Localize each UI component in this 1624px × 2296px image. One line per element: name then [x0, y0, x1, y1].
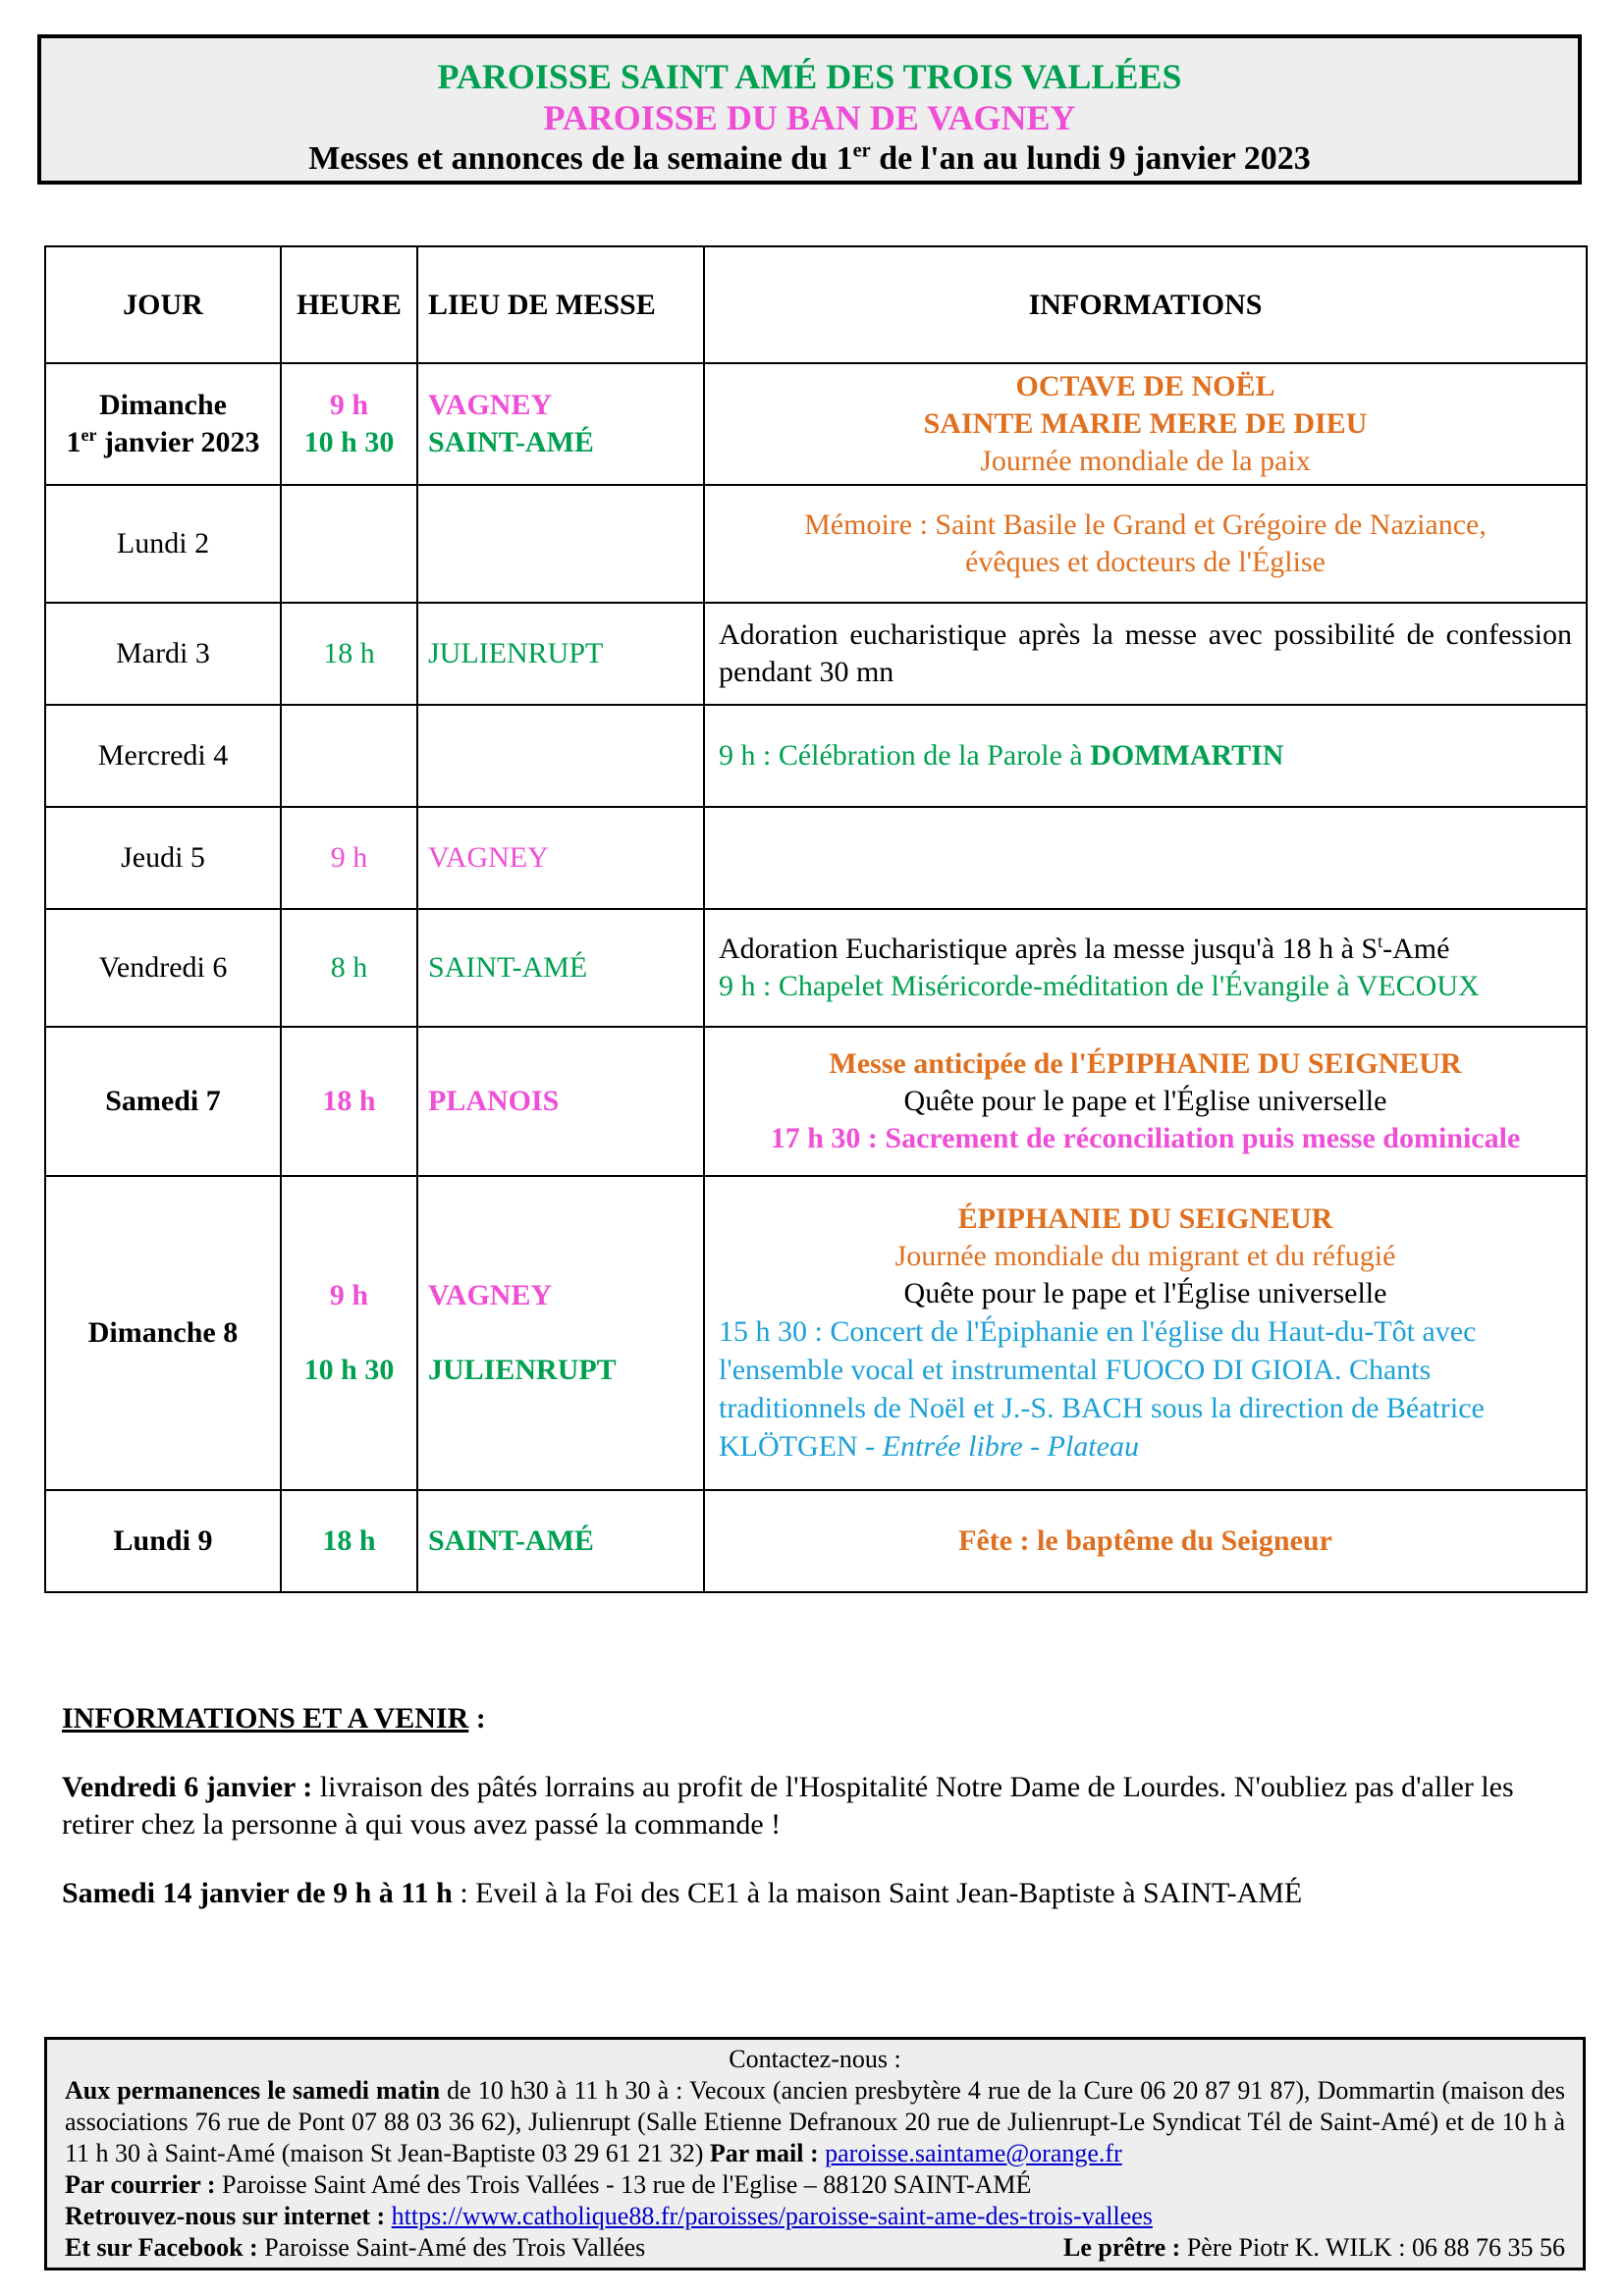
parish-subtitle: PAROISSE DU BAN DE VAGNEY: [543, 98, 1076, 137]
row-place: VAGNEY JULIENRUPT: [417, 1176, 704, 1490]
table-row: [45, 603, 1587, 705]
row-hour: 18 h: [281, 1490, 417, 1592]
row-place: [417, 485, 704, 603]
row-hour: 9 h: [281, 807, 417, 909]
row-place: [417, 705, 704, 807]
col-header-hour: HEURE: [281, 246, 417, 363]
row-day: Mercredi 4: [45, 705, 281, 807]
row-info: OCTAVE DE NOËL SAINTE MARIE MERE DE DIEU Journée mondiale de la paix: [704, 363, 1587, 485]
table-row: [45, 1490, 1587, 1592]
facebook-text: Et sur Facebook : Paroisse Saint-Amé des Trois Vallées: [65, 2233, 646, 2262]
week-title: Messes et annonces de la semaine du 1er de l'an au lundi 9 janvier 2023: [308, 139, 1311, 177]
permanences-text: Aux permanences le samedi matin de 10 h30 à 11 h 30 à : Vecoux (ancien presbytère 4 rue de la Cure 06 20 87 91 87), Dommartin (maison des associations 76 rue de Pont 07 88 03 36 62), Julienrupt (Salle Etienne Defranoux 20 rue de Julienrupt-Le Syndicat Tél de Saint-Amé) et de 10 h à 11 h 30 à Saint-Amé (maison St Jean-Baptiste 03 29 61 21 32) Par mail : paroisse.saintame@orange.fr: [65, 2076, 1565, 2167]
table-row: [45, 705, 1587, 807]
row-info: Mémoire : Saint Basile le Grand et Grégoire de Naziance, évêques et docteurs de l'Église: [704, 485, 1587, 603]
announcements-section: [62, 1700, 1574, 1912]
postal-text: Par courrier : Paroisse Saint Amé des Trois Vallées - 13 rue de l'Eglise – 88120 SAINT-AMÉ: [65, 2170, 1032, 2199]
table-row: [45, 485, 1587, 603]
row-info: Messe anticipée de l'ÉPIPHANIE DU SEIGNEUR Quête pour le pape et l'Église universelle 17 h 30 : Sacrement de réconciliation puis messe dominicale: [704, 1027, 1587, 1176]
row-day: Jeudi 5: [45, 807, 281, 909]
row-place: SAINT-AMÉ: [417, 1490, 704, 1592]
row-hour: 18 h: [281, 603, 417, 705]
mass-schedule-table: [44, 245, 1588, 1593]
table-row: [45, 1027, 1587, 1176]
website-text: Retrouvez-nous sur internet : https://www.catholique88.fr/paroisses/paroisse-saint-ame-des-trois-vallees: [65, 2202, 1153, 2230]
page-header: [37, 34, 1582, 185]
row-hour: 8 h: [281, 909, 417, 1027]
announcement-item: Samedi 14 janvier de 9 h à 11 h : Eveil à la Foi des CE1 à la maison Saint Jean-Baptiste à SAINT-AMÉ: [62, 1877, 1303, 1909]
table-row: [45, 363, 1587, 485]
row-info: Adoration Eucharistique après la messe jusqu'à 18 h à $S^t$-Amé 9 h : Chapelet Miséricorde-méditation de l'Évangile à VECOUX: [704, 909, 1587, 1027]
announcement-item: Vendredi 6 janvier : livraison des pâtés lorrains au profit de l'Hospitalité Notre Dame de Lourdes. N'oubliez pas d'aller les retirer chez la personne à qui vous avez passé la commande !: [62, 1771, 1514, 1841]
facebook-priest-row: [65, 2232, 1565, 2264]
row-day: Dimanche 1er janvier 2023: [45, 363, 281, 485]
table-row: [45, 1176, 1587, 1490]
row-hour: 9 h 10 h 30: [281, 1176, 417, 1490]
row-hour: [281, 485, 417, 603]
parish-title: PAROISSE SAINT AMÉ DES TROIS VALLÉES: [437, 57, 1182, 96]
row-info: Adoration eucharistique après la messe avec possibilité de confession pendant 30 mn: [704, 603, 1587, 705]
announcements-title: INFORMATIONS ET A VENIR :: [62, 1702, 486, 1735]
row-day: Lundi 2: [45, 485, 281, 603]
row-info: 9 h : Célébration de la Parole à DOMMARTIN: [704, 705, 1587, 807]
row-hour: [281, 705, 417, 807]
col-header-info: INFORMATIONS: [704, 246, 1587, 363]
row-hour: 18 h: [281, 1027, 417, 1176]
row-info: Fête : le baptême du Seigneur: [704, 1490, 1587, 1592]
row-info: [704, 807, 1587, 909]
row-day: Mardi 3: [45, 603, 281, 705]
row-info: ÉPIPHANIE DU SEIGNEUR Journée mondiale du migrant et du réfugié Quête pour le pape et l'Église universelle 15 h 30 : Concert de l'Épiphanie en l'église du Haut-du-Tôt avec l'ensemble vocal et instrumental FUOCO DI GIOIA. Chants traditionnels de Noël et J.-S. BACH sous la direction de Béatrice KLÖTGEN - Entrée libre - Plateau: [704, 1176, 1587, 1490]
row-hour: 9 h 10 h 30: [281, 363, 417, 485]
table-row: [45, 909, 1587, 1027]
col-header-place: LIEU DE MESSE: [417, 246, 704, 363]
row-day: Dimanche 8: [45, 1176, 281, 1490]
priest-text: Le prêtre : Père Piotr K. WILK : 06 88 76 35 56: [1062, 2233, 1565, 2262]
row-place: SAINT-AMÉ: [417, 909, 704, 1027]
row-place: VAGNEY: [417, 807, 704, 909]
row-place: VAGNEY SAINT-AMÉ: [417, 363, 704, 485]
row-day: Lundi 9: [45, 1490, 281, 1592]
website-link[interactable]: https://www.catholique88.fr/paroisses/paroisse-saint-ame-des-trois-vallees: [391, 2202, 1153, 2230]
contact-footer: [44, 2037, 1586, 2270]
col-header-day: JOUR: [45, 246, 281, 363]
row-day: Samedi 7: [45, 1027, 281, 1176]
contact-title: Contactez-nous :: [729, 2045, 901, 2073]
row-day: Vendredi 6: [45, 909, 281, 1027]
row-place: JULIENRUPT: [417, 603, 704, 705]
row-place: PLANOIS: [417, 1027, 704, 1176]
email-link[interactable]: paroisse.saintame@orange.fr: [825, 2139, 1122, 2167]
table-header-row: [45, 246, 1587, 363]
table-row: [45, 807, 1587, 909]
